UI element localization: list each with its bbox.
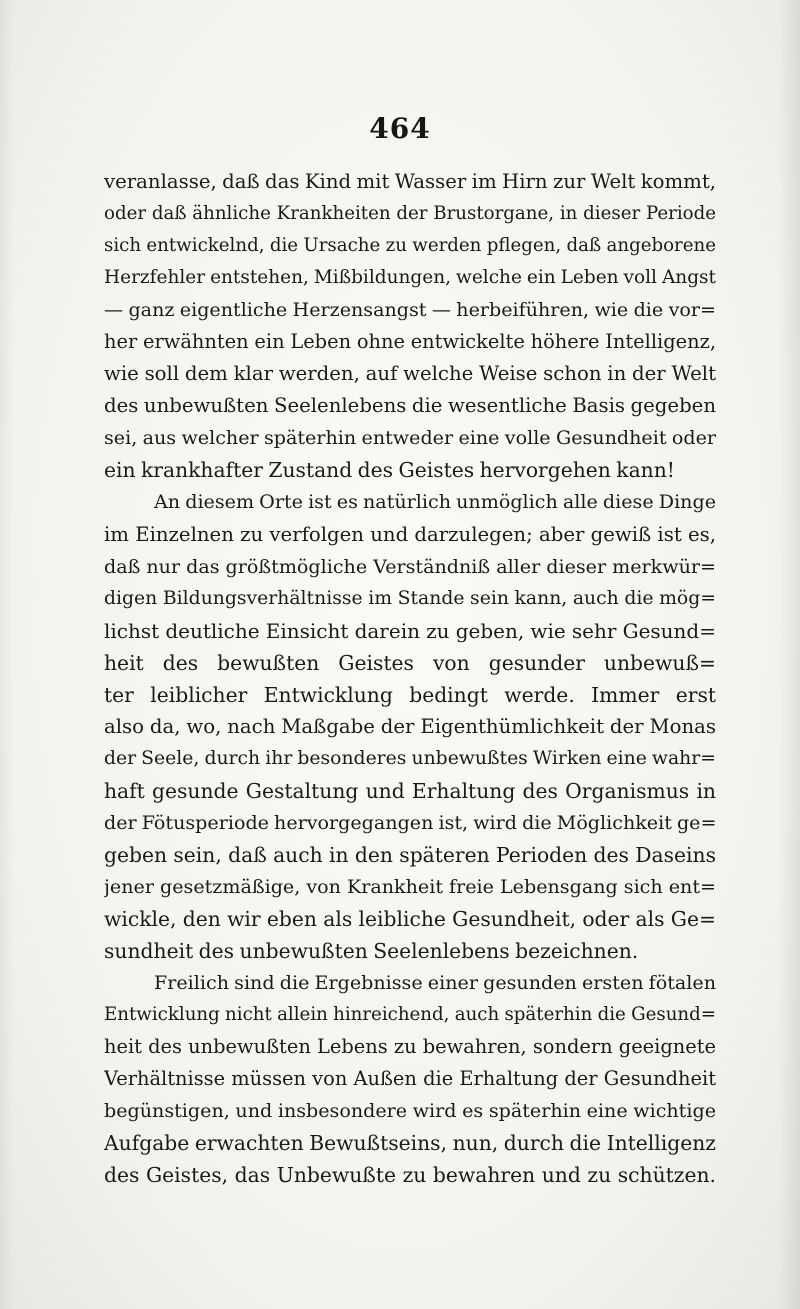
- text-line: haft gesunde Gestaltung und Erhaltung des Organismus in: [104, 778, 716, 803]
- text-line: jener gesetzmäßige, von Krankheit freie Lebensgang sich ent=: [104, 875, 716, 899]
- paragraph-first-line: Freilich sind die Ergebnisse einer gesunden ersten fötalen: [154, 971, 716, 995]
- text-line: des Geistes, das Unbewußte zu bewahren und zu schützen.: [104, 1163, 716, 1188]
- text-line: oder daß ähnliche Krankheiten der Brustorgane, in dieser Periode: [104, 203, 716, 225]
- body-text: [104, 166, 716, 1192]
- text-line: sundheit des unbewußten Seelenlebens bezeichnen.: [104, 939, 639, 964]
- text-line: Entwicklung nicht allein hinreichend, auch späterhin die Gesund=: [104, 1004, 716, 1026]
- page-spine-shadow: [778, 0, 800, 1309]
- text-line: sei, aus welcher späterhin entweder eine volle Gesundheit oder: [104, 426, 716, 450]
- text-line: Herzfehler entstehen, Mißbildungen, welche ein Leben voll Angst: [104, 267, 716, 289]
- text-line: daß nur das größtmögliche Verständniß aller dieser merkwür=: [104, 554, 716, 578]
- text-line: ter leiblicher Entwicklung bedingt werde. Immer erst: [104, 682, 716, 707]
- text-line: — ganz eigentliche Herzensangst — herbeiführen, wie die vor=: [104, 298, 716, 322]
- text-line: Aufgabe erwachten Bewußtseins, nun, durch die Intelligenz: [104, 1131, 716, 1156]
- text-line: der Seele, durch ihr besonderes unbewußtes Wirken eine wahr=: [104, 747, 716, 769]
- text-line: lichst deutliche Einsicht darein zu geben, wie sehr Gesund=: [104, 618, 716, 643]
- page-edge-shadow: [0, 0, 14, 1309]
- text-line: digen Bildungsverhältnisse im Stande sein kann, auch die mög=: [104, 587, 716, 609]
- text-line: veranlasse, daß das Kind mit Wasser im Hirn zur Welt kommt,: [104, 170, 716, 193]
- text-line: geben sein, daß auch in den späteren Perioden des Daseins: [104, 842, 716, 867]
- text-line: der Fötusperiode hervorgegangen ist, wird die Möglichkeit ge=: [104, 810, 716, 834]
- text-line: her erwähnten ein Leben ohne entwickelte höhere Intelligenz,: [104, 330, 716, 354]
- page-number: 464: [369, 112, 431, 145]
- text-line: wie soll dem klar werden, auf welche Weise schon in der Welt: [104, 362, 716, 386]
- text-line: wickle, den wir eben als leibliche Gesundheit, oder als Ge=: [104, 907, 716, 932]
- text-line: begünstigen, und insbesondere wird es späterhin eine wichtige: [104, 1099, 716, 1123]
- text-line: heit des unbewußten Lebens zu bewahren, sondern geeignete: [104, 1035, 716, 1059]
- text-line: Verhältnisse müssen von Außen die Erhaltung der Gesundheit: [104, 1067, 716, 1091]
- text-line: also da, wo, nach Maßgabe der Eigenthümlichkeit der Monas: [104, 714, 716, 738]
- text-line: heit des bewußten Geistes von gesunder unbewuß=: [104, 650, 716, 675]
- text-line: des unbewußten Seelenlebens die wesentliche Basis gegeben: [104, 394, 716, 418]
- text-line: ein krankhafter Zustand des Geistes hervorgehen kann!: [104, 458, 675, 483]
- text-line: im Einzelnen zu verfolgen und darzulegen; aber gewiß ist es,: [104, 522, 716, 546]
- text-line: sich entwickelnd, die Ursache zu werden pflegen, daß angeborene: [104, 235, 716, 257]
- paragraph-first-line: An diesem Orte ist es natürlich unmöglich alle diese Dinge: [154, 490, 716, 514]
